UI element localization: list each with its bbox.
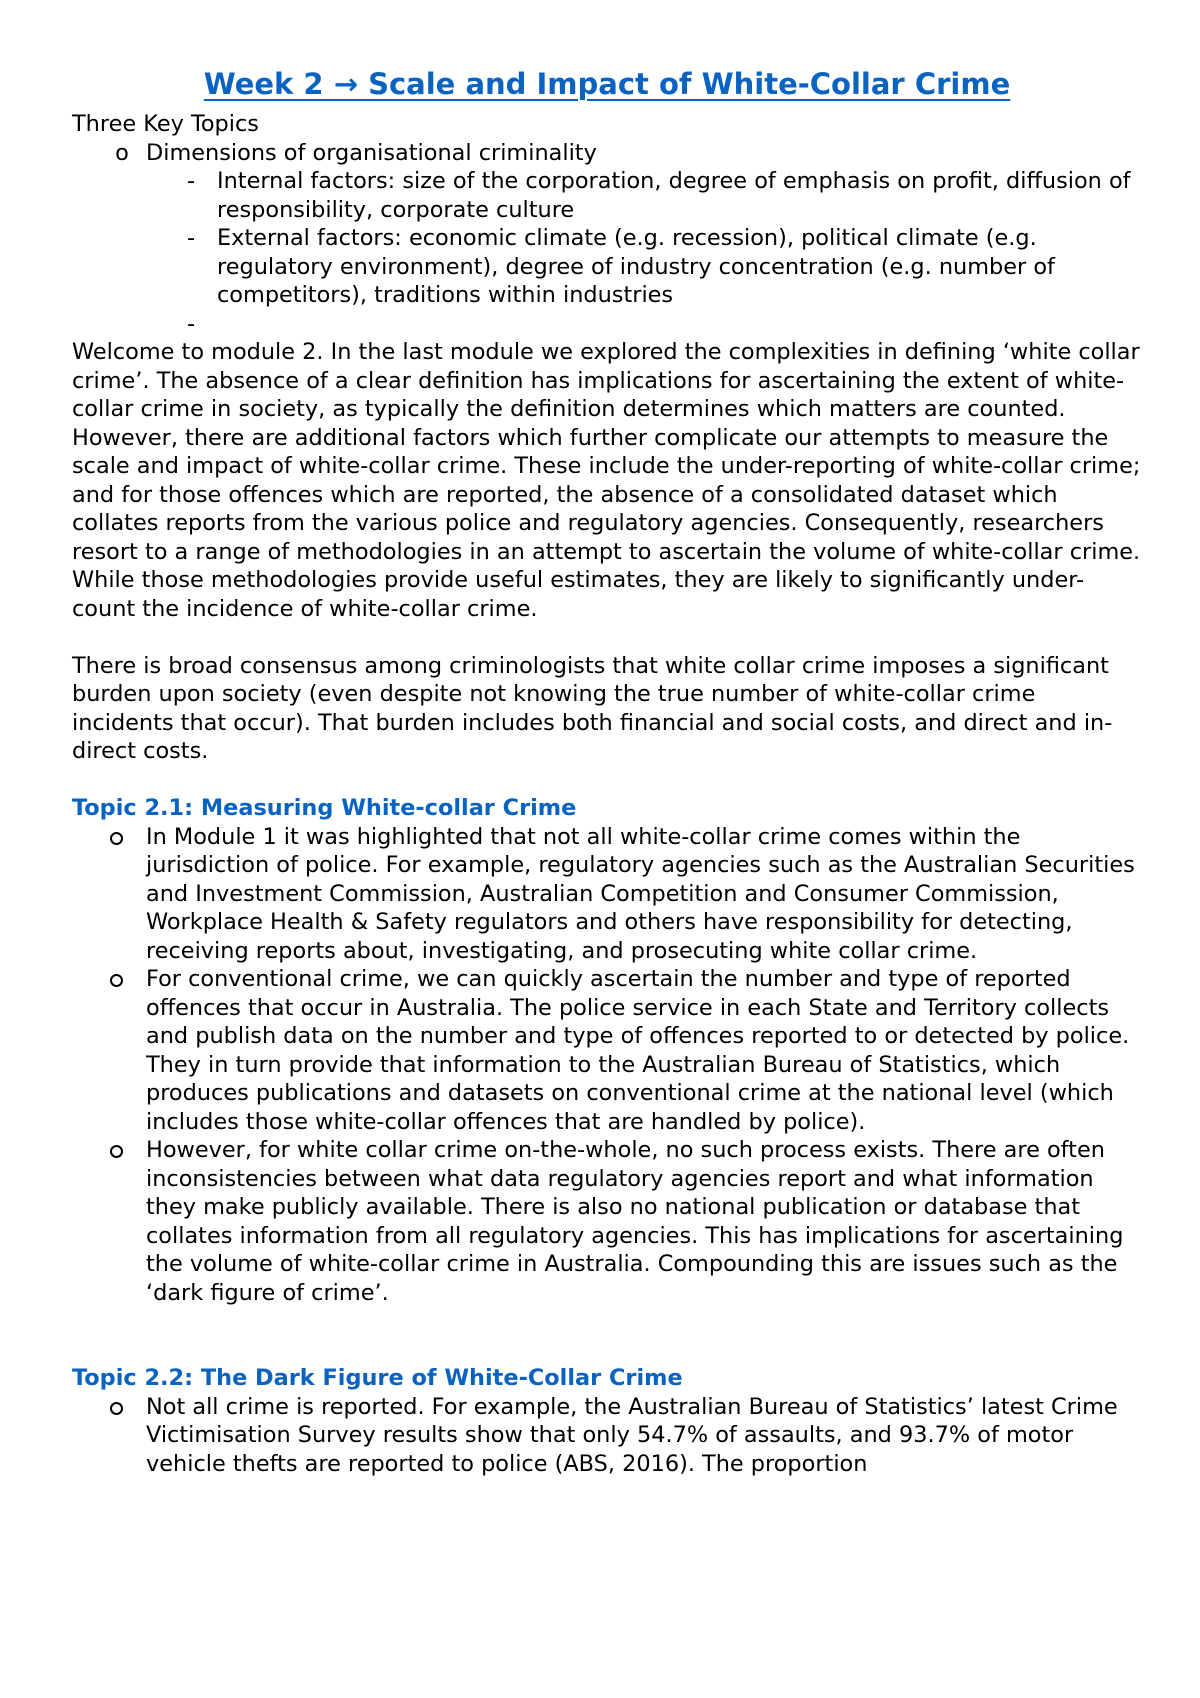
dash-bullet: - (186, 225, 196, 251)
document-title: Week 2 → Scale and Impact of White-Collar Crime (203, 67, 1011, 101)
topic-2-2-heading: Topic 2.2: The Dark Figure of White-Collar Crime (72, 1365, 683, 1391)
list-item-dimensions (72, 139, 1142, 339)
list-item (72, 823, 1142, 966)
dimensions-sub-list (72, 167, 1142, 338)
spacer (72, 1307, 1142, 1364)
circle-bullet: o (115, 139, 129, 166)
dash-bullet: - (186, 168, 196, 194)
list-item-empty (72, 310, 1142, 339)
bullet-circle-icon (110, 974, 123, 987)
list-item-external-factors (72, 224, 1142, 310)
bullet-text: For conventional crime, we can quickly ascertain the number and type of reported offences that occur in Australia. The police service in each State and Territory collects and publish data on the number and type of offences reported to or detected by police. They in turn provide that information to the Australian Bureau of Statistics, which produces publications and datasets on conventional crime at the national level (which includes those white-collar offences that are handled by police). (146, 966, 1130, 1135)
key-topics-list (72, 139, 1142, 339)
dimensions-label: Dimensions of organisational criminality (146, 139, 597, 166)
internal-factors-text: Internal factors: size of the corporation, degree of emphasis on profit, diffusion of responsibility, corporate culture (217, 168, 1131, 223)
bullet-text: However, for white collar crime on-the-whole, no such process exists. There are often inconsistencies between what data regulatory agencies report and what information they make publicly available. There is also no national publication or database that collates information from all regulatory agencies. This has implications for ascertaining the volume of white-collar crime in Australia. Compounding this are issues such as the ‘dark figure of crime’. (146, 1137, 1124, 1306)
list-item (72, 1136, 1142, 1307)
intro-paragraph: Welcome to module 2. In the last module we explored the complexities in defining ‘white collar crime’. The absence of a clear definition has implications for ascertaining the extent of white-collar crime in society, as typically the definition determines which matters are counted. However, there are additional factors which further complicate our attempts to measure the scale and impact of white-collar crime. These include the under-reporting of white-collar crime; and for those offences which are reported, the absence of a consolidated dataset which collates reports from the various police and regulatory agencies. Consequently, researchers resort to a range of methodologies in an attempt to ascertain the volume of white-collar crime. While those methodologies provide useful estimates, they are likely to significantly under-count the incidence of white-collar crime. (72, 339, 1141, 622)
key-topics-label: Three Key Topics (72, 111, 259, 137)
intro-paragraph: There is broad consensus among criminologists that white collar crime imposes a significant burden upon society (even despite not knowing the true number of white-collar crime incidents that occur). That burden includes both financial and social costs, and direct and in-direct costs. (72, 652, 1113, 764)
dash-bullet: - (186, 310, 196, 337)
external-factors-text: External factors: economic climate (e.g. recession), political climate (e.g. regulatory environment), degree of industry concentration (e.g. number of competitors), traditions within industries (217, 225, 1055, 308)
bullet-circle-icon (110, 1145, 123, 1158)
list-item-internal-factors (72, 167, 1142, 224)
document-page (72, 64, 1142, 1478)
topic-2-2-list (72, 1393, 1142, 1479)
bullet-text: Not all crime is reported. For example, the Australian Bureau of Statistics’ latest Crime Victimisation Survey results show that only 54.7% of assaults, and 93.7% of motor vehicle thefts are reported to police (ABS, 2016). The proportion (146, 1393, 1118, 1477)
list-item (72, 1393, 1142, 1479)
list-item (72, 965, 1142, 1136)
topic-2-1-list (72, 823, 1142, 1308)
topic-2-1-heading: Topic 2.1: Measuring White-collar Crime (72, 795, 577, 821)
bullet-circle-icon (110, 1402, 123, 1415)
bullet-circle-icon (110, 832, 123, 845)
bullet-text: In Module 1 it was highlighted that not all white-collar crime comes within the jurisdiction of police. For example, regulatory agencies such as the Australian Securities and Investment Commission, Australian Competition and Consumer Commission, Workplace Health & Safety regulators and others have responsibility for detecting, receiving reports about, investigating, and prosecuting white collar crime. (146, 823, 1135, 964)
